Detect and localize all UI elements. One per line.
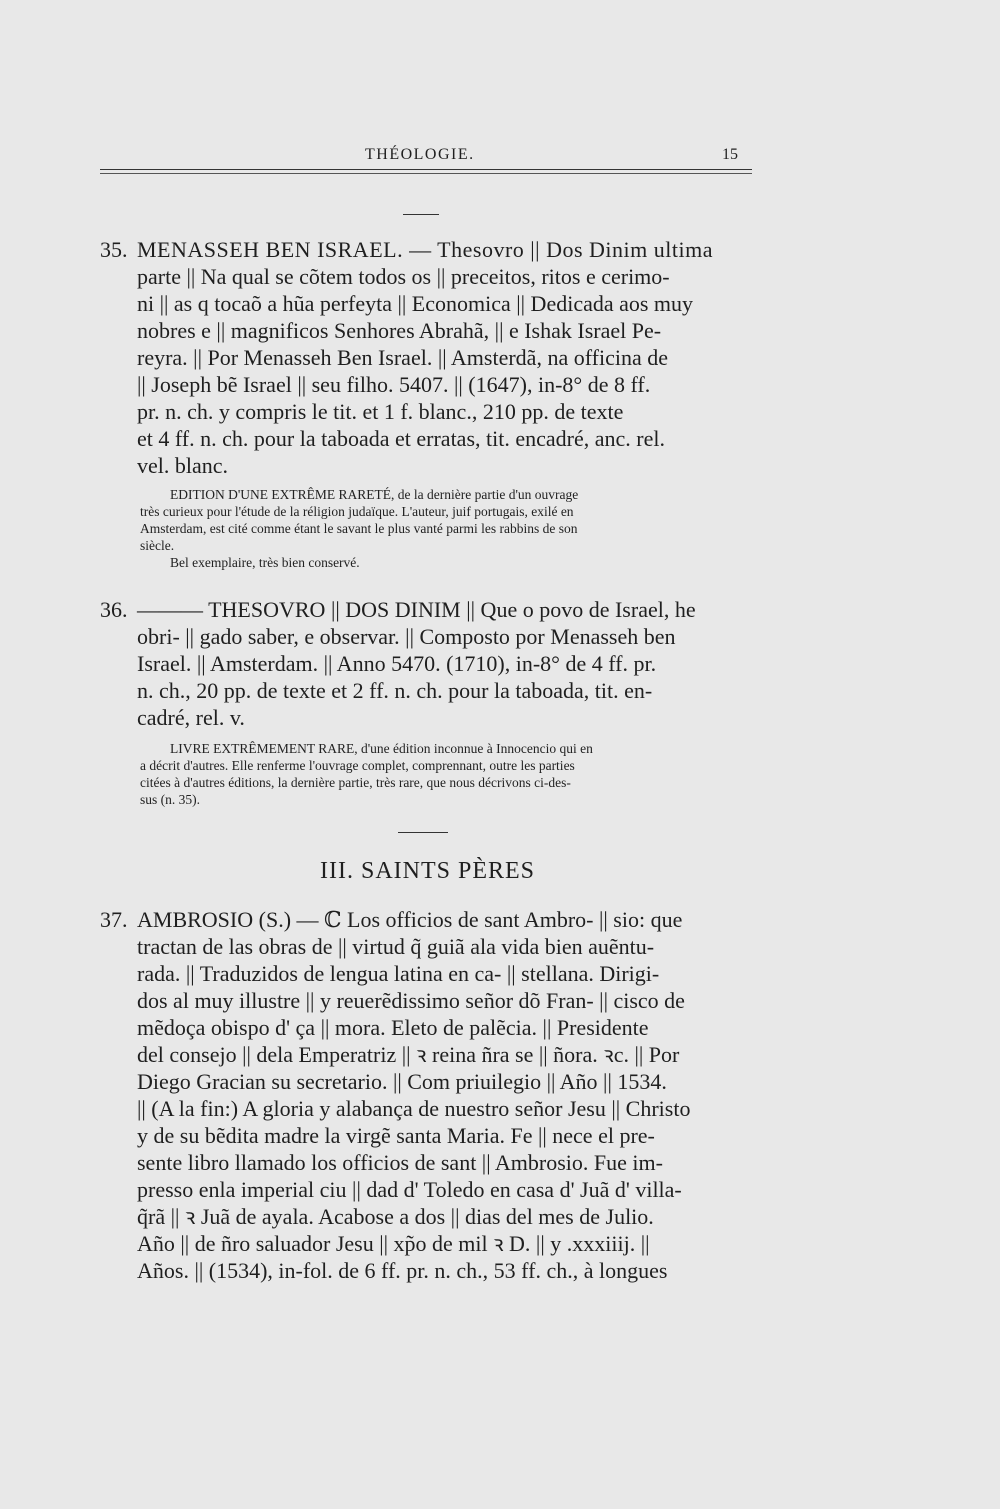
note-line: citées à d'autres éditions, la dernière partie, très rare, que nous décrivons ci-des- — [140, 775, 571, 790]
entry-line: ——— THESOVRO || DOS DINIM || Que o povo de Israel, he — [137, 597, 696, 622]
entry-line: MENASSEH BEN ISRAEL. — Thesovro || Dos Dinim ultima — [137, 237, 713, 262]
page-number: 15 — [722, 146, 738, 163]
entry-line: n. ch., 20 pp. de texte et 2 ff. n. ch. pour la taboada, tit. en- — [137, 678, 653, 703]
entry-line: cadré, rel. v. — [137, 705, 245, 730]
entry-line: || Joseph bẽ Israel || seu filho. 5407. || (1647), in-8° de 8 ff. — [137, 372, 651, 397]
entry-line: reyra. || Por Menasseh Ben Israel. || Amsterdã, na officina de — [137, 345, 668, 370]
note-line: siècle. — [140, 538, 175, 553]
section-title: III. SAINTS PÈRES — [320, 858, 536, 884]
entry-line: pr. n. ch. y compris le tit. et 1 f. blanc., 210 pp. de texte — [137, 399, 624, 424]
entry-line: y de su bẽdita madre la virgẽ santa Maria. Fe || nece el pre- — [137, 1123, 655, 1148]
entry-number: 35. — [100, 237, 128, 262]
entry-36-note — [140, 740, 757, 808]
note-line: sus (n. 35). — [140, 792, 200, 807]
entry-line: parte || Na qual se cõtem todos os || preceitos, ritos e cerimo- — [137, 264, 670, 289]
entry-line: presso enla imperial ciu || dad d' Toledo en casa d' Juã d' villa- — [137, 1177, 682, 1202]
note-line: EDITION D'UNE EXTRÊME RARETÉ, de la dernière partie d'un ouvrage — [170, 487, 579, 502]
running-head — [100, 142, 752, 176]
entry-line: del consejo || dela Emperatriz || ꝛ reina ñra se || ñora. ꝛc. || Por — [137, 1042, 680, 1067]
entry-line: mẽdoça obispo d' ça || mora. Eleto de palẽcia. || Presidente — [137, 1015, 649, 1040]
entry-36 — [100, 596, 759, 731]
separator-rule — [398, 832, 448, 833]
entry-line: ni || as q tocaõ a hũa perfeyta || Economica || Dedicada aos muy — [137, 291, 694, 316]
header-rule — [100, 169, 752, 170]
entry-line: Años. || (1534), in-fol. de 6 ff. pr. n. ch., 53 ff. ch., à longues — [137, 1258, 668, 1283]
entry-line: q̃rã || ꝛ Juã de ayala. Acabose a dos || dias del mes de Julio. — [137, 1204, 654, 1229]
note-line: LIVRE EXTRÊMEMENT RARE, d'une édition inconnue à Innocencio qui en — [170, 741, 593, 756]
entry-37 — [100, 906, 759, 1284]
entry-line: rada. || Traduzidos de lengua latina en ca- || stellana. Dirigi- — [137, 961, 660, 986]
note-line: a décrit d'autres. Elle renferme l'ouvrage complet, comprennant, outre les parties — [140, 758, 575, 773]
entry-line: et 4 ff. n. ch. pour la taboada et erratas, tit. encadré, anc. rel. — [137, 426, 665, 451]
entry-number: 36. — [100, 597, 128, 622]
entry-35 — [100, 236, 759, 479]
entry-line: Israel. || Amsterdam. || Anno 5470. (1710), in-8° de 4 ff. pr. — [137, 651, 657, 676]
running-head-title: THÉOLOGIE. — [365, 146, 475, 163]
note-line: Amsterdam, est cité comme étant le savant le plus vanté parmi les rabbins de son — [140, 521, 578, 536]
entry-line: Año || de ñro saluador Jesu || xp̃o de mil ꝛ D. || y .xxxiiij. || — [137, 1231, 650, 1256]
entry-line: AMBROSIO (S.) — ℂ Los officios de sant Ambro- || sio: que — [137, 907, 683, 932]
entry-line: sente libro llamado los officios de sant || Ambrosio. Fue im- — [137, 1150, 663, 1175]
entry-line: nobres e || magnificos Senhores Abrahã, || e Ishak Israel Pe- — [137, 318, 662, 343]
entry-line: obri- || gado saber, e observar. || Composto por Menasseh ben — [137, 624, 676, 649]
entry-line: dos al muy illustre || y reuerẽdissimo señor dõ Fran- || cisco de — [137, 988, 685, 1013]
entry-line: Diego Gracian su secretario. || Com priuilegio || Año || 1534. — [137, 1069, 667, 1094]
separator-rule — [403, 214, 439, 215]
header-rule-thin — [100, 173, 752, 174]
note-line: Bel exemplaire, très bien conservé. — [170, 555, 360, 570]
note-line: très curieux pour l'étude de la réligion judaïque. L'auteur, juif portugais, exilé en — [140, 504, 574, 519]
entry-35-note — [140, 486, 757, 571]
entry-line: tractan de las obras de || virtud q̃ guiã ala vida bien auẽntu- — [137, 934, 655, 959]
entry-line: || (A la fin:) A gloria y alabança de nuestro señor Jesu || Christo — [137, 1096, 691, 1121]
entry-number: 37. — [100, 907, 128, 932]
entry-line: vel. blanc. — [137, 453, 229, 478]
